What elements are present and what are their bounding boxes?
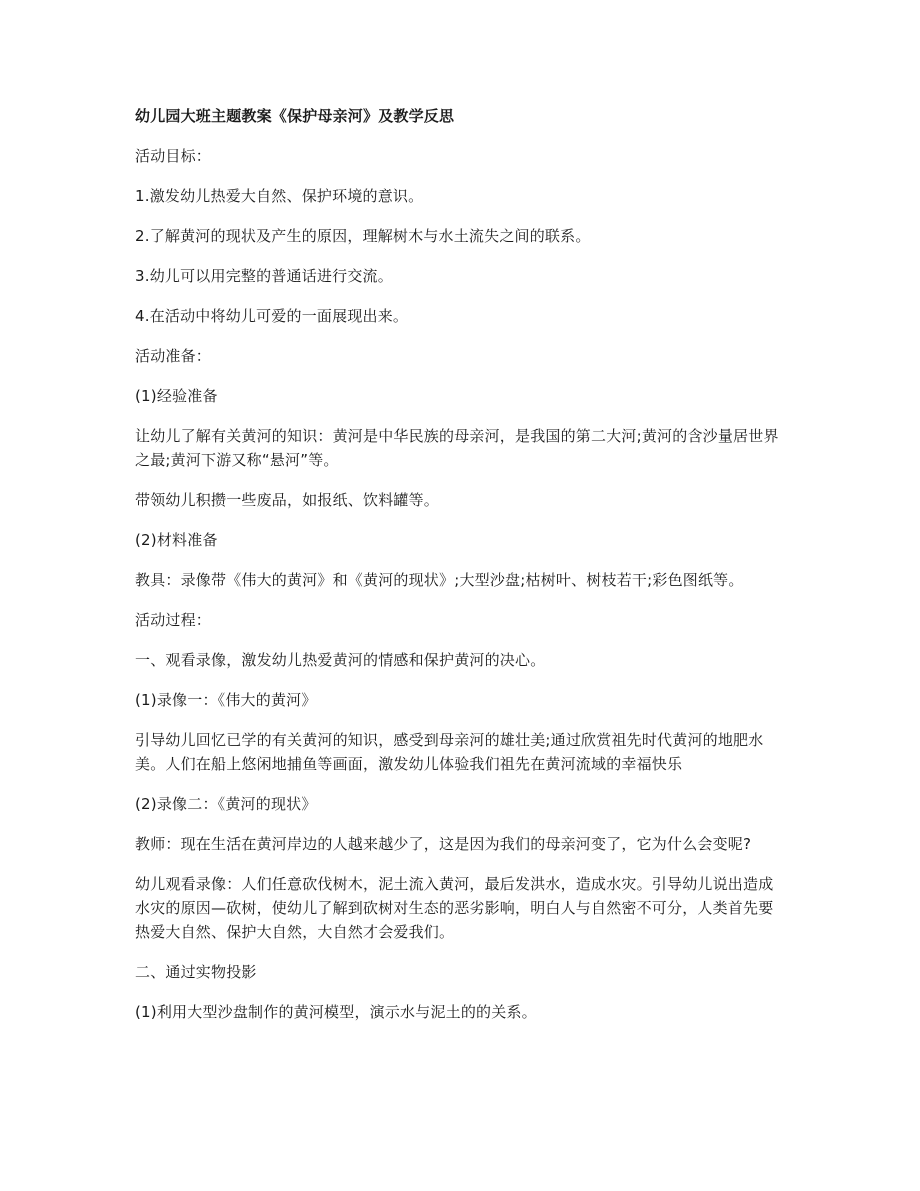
goal-item-1: 1.激发幼儿热爱大自然、保护环境的意识。 (135, 187, 424, 205)
paragraph-children-watch-video: 幼儿观看录像：人们任意砍伐树木，泥土流入黄河，最后发洪水，造成水灾。引导幼儿说出造成水灾的原因—砍树，使幼儿了解到砍树对生态的恶劣影响，明白人与自然密不可分，人类首先要热爱大自然、保护大自然，大自然才会爱我们。 (135, 875, 774, 941)
document-title: 幼儿园大班主题教案《保护母亲河》及教学反思 (135, 107, 455, 125)
subheading-video-two: (2)录像二：《黄河的现状》 (135, 795, 317, 813)
paragraph-yellow-river-knowledge: 让幼儿了解有关黄河的知识：黄河是中华民族的母亲河，是我国的第二大河;黄河的含沙量居世界之最;黄河下游又称“悬河”等。 (135, 427, 779, 469)
paragraph-sand-table-model: (1)利用大型沙盘制作的黄河模型，演示水与泥土的的关系。 (135, 1003, 537, 1021)
heading-activity-process: 活动过程： (135, 611, 212, 629)
goal-item-2: 2.了解黄河的现状及产生的原因，理解树木与水土流失之间的联系。 (135, 227, 591, 245)
paragraph-video-one-guidance: 引导幼儿回忆已学的有关黄河的知识，感受到母亲河的雄壮美;通过欣赏祖先时代黄河的地肥水美。人们在船上悠闲地捕鱼等画面，激发幼儿体验我们祖先在黄河流域的幸福快乐 (135, 731, 764, 773)
heading-activity-goals: 活动目标： (135, 147, 212, 165)
paragraph-teaching-aids: 教具：录像带《伟大的黄河》和《黄河的现状》;大型沙盘;枯树叶、树枝若干;彩色图纸等。 (135, 571, 744, 589)
subheading-experience-preparation: (1)经验准备 (135, 387, 218, 405)
paragraph-collect-waste: 带领幼儿积攒一些废品，如报纸、饮料罐等。 (135, 491, 440, 509)
goal-item-3: 3.幼儿可以用完整的普通话进行交流。 (135, 267, 393, 285)
heading-activity-preparation: 活动准备： (135, 347, 212, 365)
subheading-video-one: (1)录像一：《伟大的黄河》 (135, 691, 317, 709)
goal-item-4: 4.在活动中将幼儿可爱的一面展现出来。 (135, 307, 409, 325)
paragraph-teacher-question: 教师：现在生活在黄河岸边的人越来越少了，这是因为我们的母亲河变了，它为什么会变呢? (135, 835, 752, 853)
section-heading-projection: 二、通过实物投影 (135, 963, 257, 981)
subheading-material-preparation: (2)材料准备 (135, 531, 218, 549)
document-body (135, 104, 785, 1040)
section-heading-watch-video: 一、观看录像，激发幼儿热爱黄河的情感和保护黄河的决心。 (135, 651, 546, 669)
